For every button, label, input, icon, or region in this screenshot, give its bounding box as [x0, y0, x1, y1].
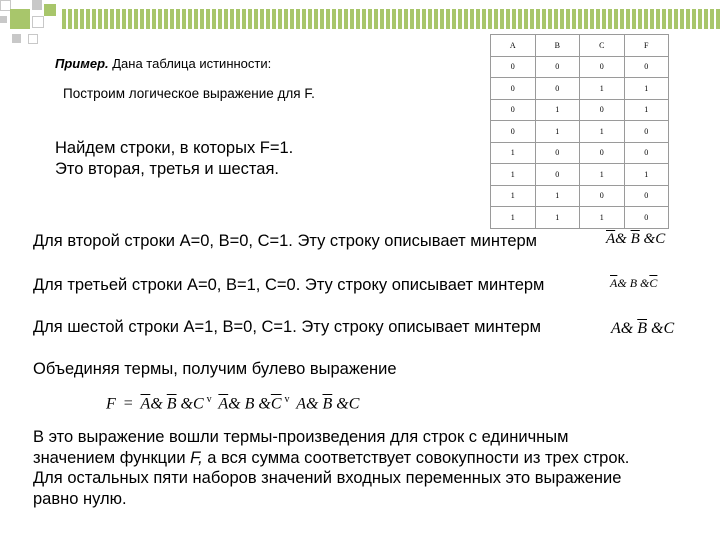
and-sign: & — [643, 231, 656, 247]
table-cell: 0 — [624, 56, 669, 78]
conclusion-paragraph — [33, 427, 703, 509]
table-cell: 0 — [491, 121, 536, 143]
var-c: C — [193, 395, 204, 413]
table-cell: 0 — [624, 185, 669, 207]
table-cell: 1 — [580, 121, 625, 143]
deco-square — [28, 34, 38, 44]
table-cell: 1 — [535, 185, 580, 207]
table-cell: 1 — [624, 164, 669, 186]
conclusion-line-4: равно нулю. — [33, 489, 127, 508]
minterm-row6-text: Для шестой строки A=1, B=0, C=1. Эту строку описывает минтерм — [33, 318, 541, 336]
table-cell: 1 — [580, 207, 625, 229]
table-cell: 1 — [491, 185, 536, 207]
var-c-negated: $\overline{C}$ — [649, 276, 658, 290]
table-cell: 0 — [624, 142, 669, 164]
table-cell: 1 — [624, 99, 669, 121]
var-a-negated: $\overline{A}$ — [610, 276, 618, 290]
var-b: B — [244, 395, 255, 413]
and-sign: & — [258, 395, 271, 413]
var-a-negated: $\overline{A}$ — [218, 395, 229, 413]
table-row — [491, 142, 669, 164]
conclusion-line-2-b: а вся сумма соответствует совокупности из трех строк. — [202, 448, 630, 467]
conclusion-line-2 — [33, 448, 703, 469]
table-cell: 0 — [580, 99, 625, 121]
and-sign: & — [306, 395, 319, 413]
deco-square — [32, 16, 44, 28]
header-b: B — [535, 35, 580, 57]
minterm-row2-formula — [606, 231, 665, 248]
and-sign: & — [617, 276, 627, 290]
var-c-negated: $\overline{C}$ — [270, 395, 282, 413]
var-a: A — [611, 320, 621, 337]
table-cell: 0 — [491, 99, 536, 121]
and-sign: & — [336, 395, 349, 413]
minterm-row3-text: Для третьей строки A=0, B=1, C=0. Эту строку описывает минтерм — [33, 276, 545, 294]
table-cell: 1 — [624, 78, 669, 100]
truth-table — [490, 34, 669, 229]
or-sign: v — [284, 394, 290, 405]
table-cell: 1 — [580, 164, 625, 186]
and-sign: & — [640, 276, 650, 290]
var-a-negated: $\overline{A}$ — [140, 395, 151, 413]
deco-square — [32, 0, 42, 10]
example-text: Дана таблица истинности: — [108, 56, 272, 71]
table-cell: 1 — [535, 121, 580, 143]
table-row — [491, 78, 669, 100]
or-sign: v — [206, 394, 212, 405]
find-line-1: Найдем строки, в которых F=1. — [55, 139, 294, 157]
var-b-negated: $\overline{B}$ — [637, 320, 648, 337]
minterm-row6-formula — [611, 320, 674, 338]
table-cell: 1 — [535, 99, 580, 121]
and-sign: & — [180, 395, 193, 413]
combine-text: Объединяя термы, получим булево выражение — [33, 360, 397, 378]
header-f: F — [624, 35, 669, 57]
table-row — [491, 207, 669, 229]
table-cell: 0 — [624, 121, 669, 143]
table-row — [491, 164, 669, 186]
var-b-negated: $\overline{B}$ — [322, 395, 333, 413]
conclusion-line-2-a: значением функции — [33, 448, 191, 467]
equals-sign: = — [123, 395, 133, 413]
var-b: B — [629, 276, 638, 290]
table-cell: 0 — [535, 164, 580, 186]
table-cell: 0 — [580, 142, 625, 164]
build-text: Построим логическое выражение для F. — [63, 86, 315, 101]
table-cell: 0 — [491, 78, 536, 100]
table-cell: 0 — [535, 78, 580, 100]
and-sign: & — [615, 231, 627, 247]
find-line-2: Это вторая, третья и шестая. — [55, 160, 279, 178]
var-c: C — [348, 395, 360, 413]
var-a-negated: $\overline{A}$ — [606, 231, 616, 247]
header-c: C — [580, 35, 625, 57]
and-sign: & — [150, 395, 163, 413]
table-cell: 1 — [491, 207, 536, 229]
table-header-row — [491, 35, 669, 57]
table-cell: 0 — [535, 142, 580, 164]
var-b-negated: $\overline{B}$ — [630, 231, 640, 247]
and-sign: & — [620, 320, 634, 337]
deco-square — [12, 34, 21, 43]
table-cell: 0 — [580, 185, 625, 207]
deco-square — [0, 16, 7, 23]
var-c: C — [663, 320, 675, 337]
example-line — [55, 56, 271, 71]
table-row — [491, 121, 669, 143]
example-label: Пример. — [55, 56, 109, 71]
var-b-negated: $\overline{B}$ — [166, 395, 177, 413]
var-a: A — [296, 395, 307, 413]
final-expression — [106, 394, 359, 413]
table-cell: 1 — [491, 142, 536, 164]
table-row — [491, 56, 669, 78]
conclusion-line-3: Для остальных пяти наборов значений входных переменных это выражение — [33, 469, 622, 487]
table-row — [491, 185, 669, 207]
table-cell: 0 — [491, 56, 536, 78]
header-a: A — [491, 35, 536, 57]
and-sign: & — [651, 320, 664, 337]
deco-square — [44, 4, 56, 16]
decor-stripe — [62, 9, 720, 29]
table-cell: 1 — [491, 164, 536, 186]
table-cell: 0 — [580, 56, 625, 78]
deco-square — [10, 9, 30, 29]
var-c: C — [655, 231, 666, 247]
table-cell: 0 — [535, 56, 580, 78]
table-cell: 1 — [535, 207, 580, 229]
conclusion-var-f: F, — [190, 448, 203, 467]
minterm-row3-formula — [610, 276, 657, 291]
table-row — [491, 99, 669, 121]
minterm-row2-text: Для второй строки A=0, B=0, C=1. Эту строку описывает минтерм — [33, 232, 538, 250]
var-f: F — [106, 395, 116, 413]
table-cell: 1 — [580, 78, 625, 100]
table-cell: 0 — [624, 207, 669, 229]
conclusion-line-1: В это выражение вошли термы-произведения для строк с единичным — [33, 428, 569, 446]
and-sign: & — [228, 395, 241, 413]
